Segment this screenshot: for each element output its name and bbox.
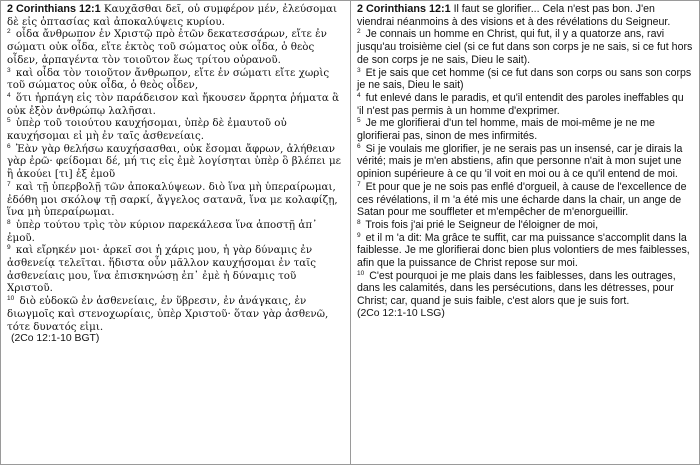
verse-number: 8	[357, 218, 361, 226]
french-verse-3	[357, 67, 693, 92]
verse-number: 7	[7, 180, 11, 188]
verse-number: 6	[7, 142, 11, 150]
verse-number: 7	[357, 180, 361, 188]
verse-number: 3	[7, 66, 11, 74]
french-verse-text: Si je voulais me glorifier, je ne serais pas un insensé, car je dirais la vérité; mais je m'en abstiens, afin que personne n'ait à mon sujet une opinion supérieure à ce qu 'il voit en moi ou à ce qu'il entend de moi.	[357, 142, 683, 181]
greek-verse-text: καὶ οἶδα τὸν τοιοῦτον ἄνθρωπον, εἴτε ἐν σώματι εἴτε χωρὶς τοῦ σώματος οὐκ οἶδα, ὁ θεὸς οἶδεν,	[7, 66, 330, 92]
french-verse-8	[357, 219, 693, 232]
french-text-column	[351, 1, 699, 464]
french-verse-text: Je me glorifierai d'un tel homme, mais de moi-même je ne me glorifierai pas, sinon de mes infirmités.	[357, 117, 655, 143]
verse-number: 5	[7, 117, 11, 125]
french-verse-text: Et je sais que cet homme (si ce fut dans son corps ou sans son corps je ne sais, Dieu le sait)	[357, 66, 692, 92]
greek-verse-text: Ἐὰν γὰρ θελήσω καυχήσασθαι, οὐκ ἔσομαι ἄφρων, ἀλήθειαν γὰρ ἐρῶ· φείδομαι δέ, μή τις εἰς ἐμὲ λογίσηται ὑπὲρ ὃ βλέπει με ἢ ἀκούει [τι] ἐξ ἐμοῦ	[7, 142, 341, 181]
french-verse-text: Il faut se glorifier... Cela n'est pas bon. J'en viendrai néanmoins à des visions et à des révélations du Seigneur.	[357, 3, 671, 28]
french-verse-text: fut enlevé dans le paradis, et qu'il entendit des paroles ineffables qu 'il n'est pas permis à un homme d'exprimer.	[357, 91, 684, 117]
greek-citation: (2Co 12:1-10 BGT)	[11, 333, 100, 345]
french-verse-text: Trois fois j'ai prié le Seigneur de l'éloigner de moi,	[365, 218, 599, 231]
greek-reference: 2 Corinthians 12:1	[7, 3, 101, 15]
greek-verse-9	[7, 244, 344, 295]
greek-verse-text: οἶδα ἄνθρωπον ἐν Χριστῷ πρὸ ἐτῶν δεκατεσσάρων, εἴτε ἐν σώματι οὐκ οἶδα, εἴτε ἐκτὸς τοῦ σώματος οὐκ οἶδα, ὁ θεὸς οἶδεν, ἁρπαγέντα τὸν τοιοῦτον ἕως τρίτου οὐρανοῦ.	[7, 28, 327, 66]
french-verse-6	[357, 143, 693, 181]
verse-number: 4	[357, 91, 361, 99]
french-verse-2	[357, 28, 693, 66]
greek-verse-1	[7, 3, 344, 28]
verse-number: 6	[357, 142, 361, 150]
greek-verse-text: διὸ εὐδοκῶ ἐν ἀσθενείαις, ἐν ὕβρεσιν, ἐν ἀνάγκαις, ἐν διωγμοῖς καὶ στενοχωρίαις, ὑπὲρ Χριστοῦ· ὅταν γὰρ ἀσθενῶ, τότε δυνατός εἰμι.	[7, 295, 329, 333]
verse-number: 9	[357, 231, 361, 239]
french-verse-text: et il m 'a dit: Ma grâce te suffit, car ma puissance s'accomplit dans la faiblesse. Je me glorifierai donc bien plus volontiers de mes faiblesses, afin que la puissance de Christ repose sur moi.	[357, 231, 690, 270]
greek-verse-text: ὑπὲρ τούτου τρὶς τὸν κύριον παρεκάλεσα ἵνα ἀποστῇ ἀπ᾽ ἐμοῦ.	[7, 218, 318, 244]
verse-number: 4	[7, 91, 11, 99]
french-verse-text: Et pour que je ne sois pas enflé d'orgueil, à cause de l'excellence de ces révélations, il m 'a été mis une écharde dans la chair, un ange de Satan pour me souffleter et m'empêcher de m'enorgueillir.	[357, 180, 687, 219]
greek-verse-text: καὶ τῇ ὑπερβολῇ τῶν ἀποκαλύψεων. διὸ ἵνα μὴ ὑπεραίρωμαι, ἐδόθη μοι σκόλοψ τῇ σαρκί, ἄγγελος σατανᾶ, ἵνα με κολαφίζῃ, ἵνα μὴ ὑπεραίρωμαι.	[7, 180, 338, 219]
french-verse-7	[357, 181, 693, 219]
verse-number: 8	[7, 218, 11, 226]
greek-verse-4	[7, 92, 344, 117]
greek-verse-2	[7, 28, 344, 66]
greek-text-column	[1, 1, 351, 464]
greek-verse-3	[7, 67, 344, 92]
french-verse-4	[357, 92, 693, 117]
french-reference: 2 Corinthians 12:1	[357, 3, 451, 15]
french-verse-10	[357, 270, 693, 308]
french-citation: (2Co 12:1-10 LSG)	[357, 307, 445, 319]
greek-verse-8	[7, 219, 344, 244]
verse-number: 2	[357, 28, 361, 36]
verse-number: 2	[7, 28, 11, 36]
verse-number: 10	[357, 269, 365, 277]
french-verse-5	[357, 117, 693, 142]
greek-verse-7	[7, 181, 344, 219]
greek-verse-6	[7, 143, 344, 181]
verse-number: 10	[7, 295, 15, 303]
greek-verse-text: ὑπὲρ τοῦ τοιούτου καυχήσομαι, ὑπὲρ δὲ ἐμαυτοῦ οὐ καυχήσομαι εἰ μὴ ἐν ταῖς ἀσθενείαις.	[7, 117, 287, 143]
french-verse-text: C'est pourquoi je me plais dans les faiblesses, dans les outrages, dans les calamités, dans les persécutions, dans les détresses, pour Christ; car, quand je suis faible, c'est alors que je suis fort.	[357, 269, 676, 308]
french-passage	[351, 1, 699, 321]
greek-verse-text: καὶ εἴρηκέν μοι· ἀρκεῖ σοι ἡ χάρις μου, ἡ γὰρ δύναμις ἐν ἀσθενείᾳ τελεῖται. ἥδιστα οὖν μᾶλλον καυχήσομαι ἐν ταῖς ἀσθενείαις μου, ἵνα ἐπισκηνώσῃ ἐπ᾽ ἐμὲ ἡ δύναμις τοῦ Χριστοῦ.	[7, 244, 317, 295]
verse-number: 9	[7, 244, 11, 252]
greek-passage	[1, 1, 350, 346]
greek-verse-text: ὅτι ἡρπάγη εἰς τὸν παράδεισον καὶ ἤκουσεν ἄρρητα ῥήματα ἃ οὐκ ἐξὸν ἀνθρώπῳ λαλῆσαι.	[7, 91, 340, 117]
greek-verse-5	[7, 117, 344, 142]
verse-number: 5	[357, 117, 361, 125]
french-verse-text: Je connais un homme en Christ, qui fut, il y a quatorze ans, ravi jusqu'au troisième ciel (si ce fut dans son corps je ne sais, si ce fut hors de son corps je ne sais, Dieu le sait).	[357, 28, 693, 66]
french-verse-1	[357, 3, 693, 28]
greek-verse-text: Καυχᾶσθαι δεῖ, οὐ συμφέρον μέν, ἐλεύσομαι δὲ εἰς ὀπτασίας καὶ ἀποκαλύψεις κυρίου.	[7, 3, 338, 28]
greek-verse-10	[7, 295, 344, 333]
french-verse-9	[357, 232, 693, 270]
verse-number: 3	[357, 66, 361, 74]
